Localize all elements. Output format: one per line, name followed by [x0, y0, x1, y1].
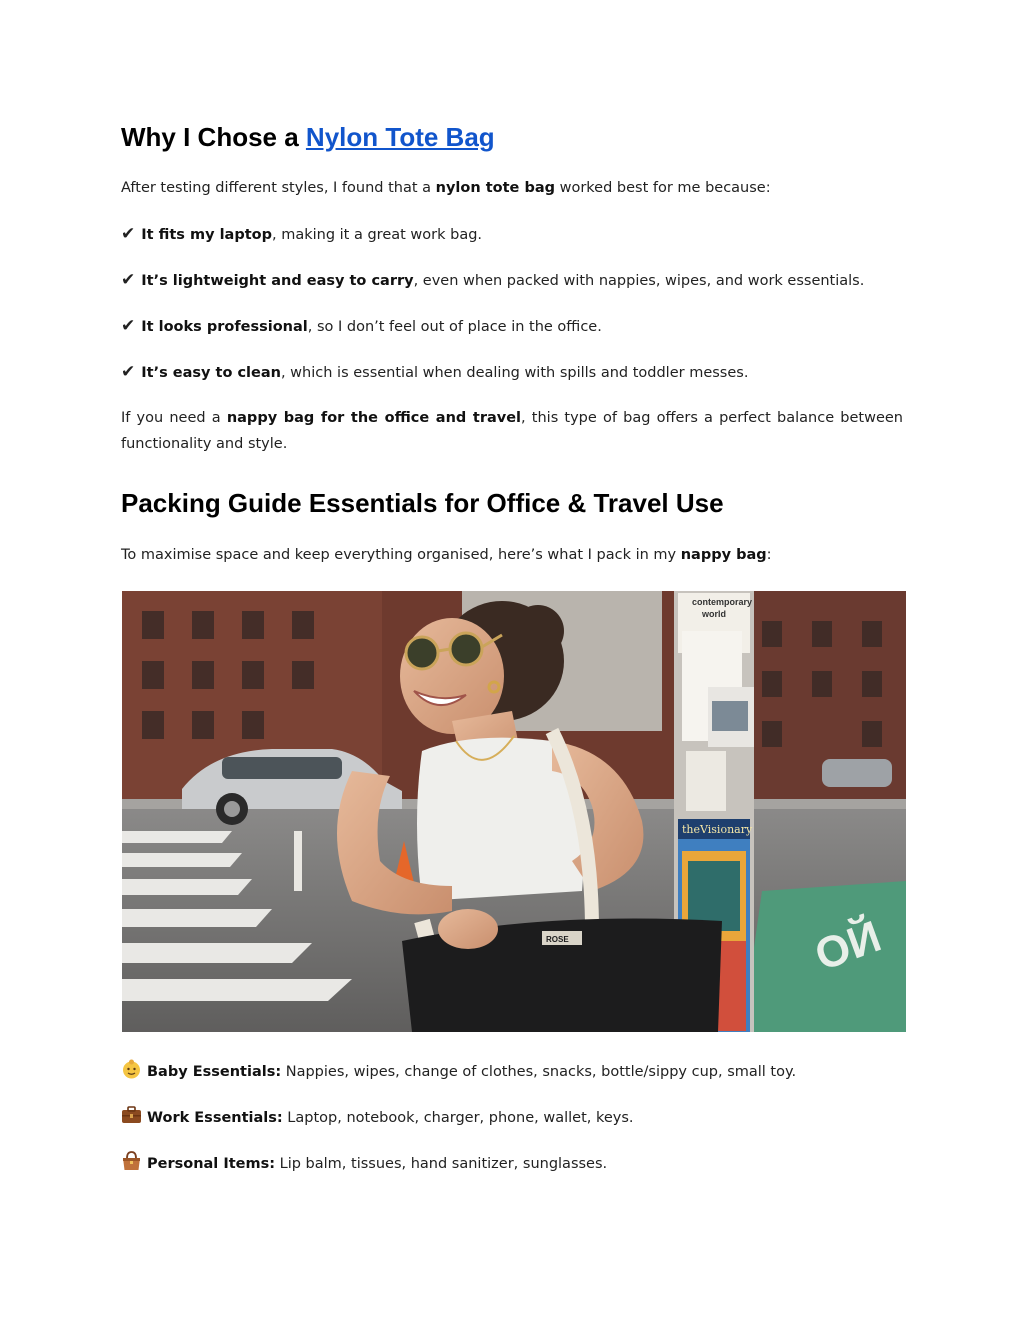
intro-bold: nylon tote bag — [435, 180, 555, 196]
street-photo-illustration — [122, 591, 906, 1032]
bag-label-text: ROSE — [546, 935, 569, 944]
closing-paragraph: If you need a nappy bag for the office and travel, this type of bag offers a perfect balance between functionality and style. — [121, 410, 903, 452]
svg-text:ОЙ: ОЙ — [808, 911, 888, 981]
poster-text-visionary: theVisionary — [682, 823, 753, 836]
check-item-laptop: ✔ It fits my laptop, making it a great work bag. — [121, 224, 483, 244]
check-item-lightweight: ✔ It’s lightweight and easy to carry, even when packed with nappies, wipes, and work essentials. — [121, 270, 865, 290]
check-mark-icon: ✔ — [121, 362, 136, 382]
poster-text-contemporary: contemporary — [692, 597, 753, 607]
baby-emoji-icon — [121, 1059, 142, 1078]
intro-paragraph: After testing different styles, I found that a nylon tote bag worked best for me because: — [121, 180, 771, 196]
list-item-work-essentials: Work Essentials: Laptop, notebook, charger, phone, wallet, keys. — [121, 1105, 903, 1131]
check-mark-icon: ✔ — [121, 316, 136, 336]
check-item-professional: ✔ It looks professional, so I don’t feel out of place in the office. — [121, 316, 602, 336]
handbag-emoji-icon — [121, 1151, 142, 1170]
heading-prefix: Why I Chose a — [121, 122, 306, 152]
check-item-clean: ✔ It’s easy to clean, which is essential when dealing with spills and toddler messes. — [121, 362, 749, 382]
check-mark-icon: ✔ — [121, 224, 136, 244]
section-heading-packing-guide: Packing Guide Essentials for Office & Travel Use — [121, 488, 724, 518]
nylon-tote-bag-link[interactable]: Nylon Tote Bag — [305, 122, 495, 152]
list-item-personal-items: Personal Items: Lip balm, tissues, hand sanitizer, sunglasses. — [121, 1151, 903, 1177]
poster-text-world: world — [702, 609, 726, 619]
packing-intro-paragraph: To maximise space and keep everything organised, here’s what I pack in my nappy bag: — [121, 547, 772, 563]
briefcase-emoji-icon — [121, 1105, 142, 1124]
section-heading-why-nylon — [121, 121, 495, 153]
list-item-baby-essentials: Baby Essentials: Nappies, wipes, change of clothes, snacks, bottle/sippy cup, small toy. — [121, 1059, 903, 1085]
woman-with-tote-bag-photo — [122, 591, 906, 1032]
check-mark-icon: ✔ — [121, 270, 136, 290]
